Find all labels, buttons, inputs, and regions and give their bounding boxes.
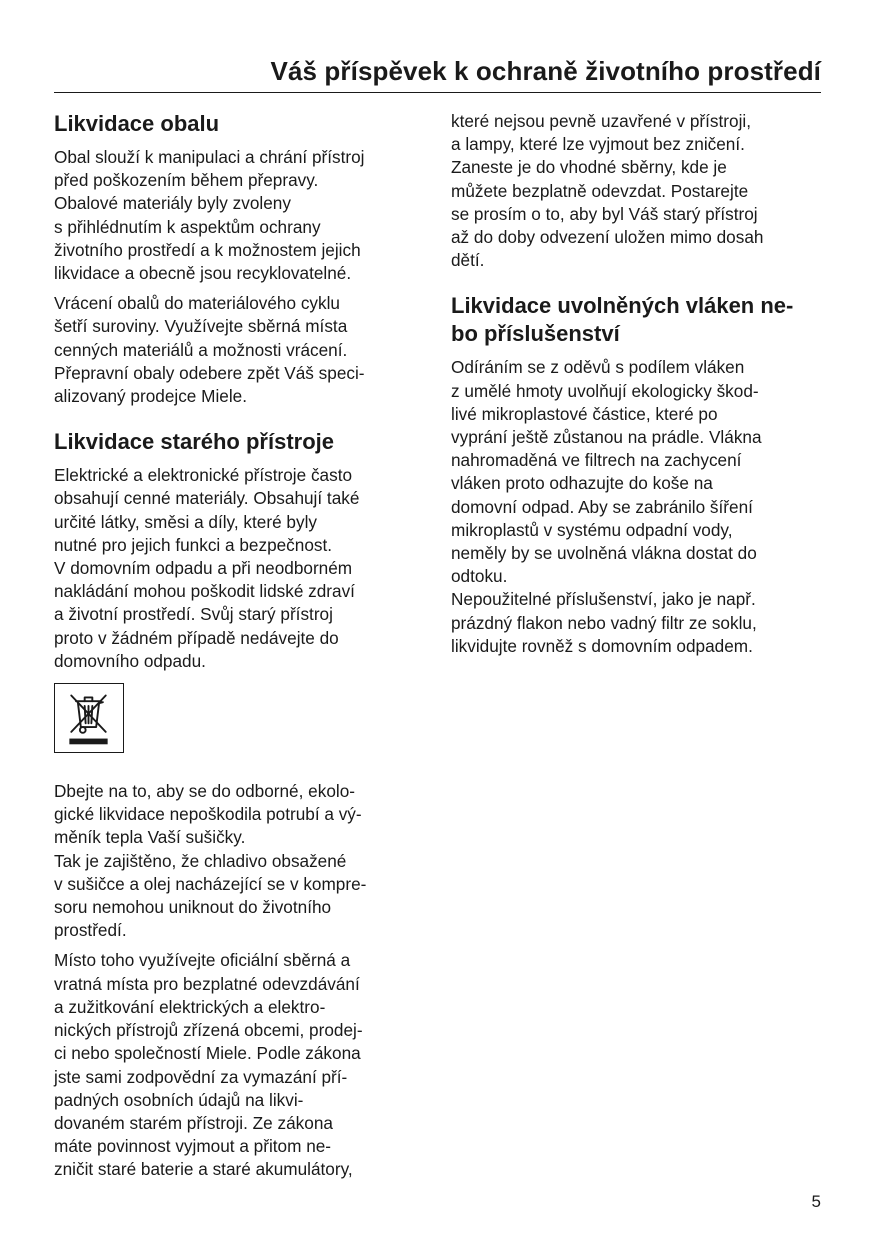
section-heading-old-appliance: Likvidace starého přístroje — [54, 429, 334, 455]
header-divider — [54, 92, 821, 93]
text-line: z umělé hmoty uvolňují ekologicky škod- — [451, 380, 759, 401]
text-line: nahromaděná ve filtrech na zachycení — [451, 450, 742, 471]
text-line: životního prostředí a k možnostem jejich — [54, 239, 361, 260]
text-line: nutné pro jejich funkci a bezpečnost. — [54, 534, 333, 555]
fibres-paragraph — [451, 356, 823, 658]
text-line: prázdný flakon nebo vadný filtr ze soklu, — [451, 612, 757, 633]
left-column — [54, 110, 426, 1182]
text-line: měník tepla Vaší sušičky. — [54, 827, 246, 848]
text-line: vratná místa pro bezplatné odevzdávání — [54, 973, 360, 994]
section-heading-fibres — [451, 292, 823, 348]
text-line: se prosím o to, aby byl Váš starý přístroj — [451, 203, 758, 224]
text-line: Obal slouží k manipulaci a chrání přístroj — [54, 147, 365, 167]
text-line: a lampy, které lze vyjmout bez zničení. — [451, 134, 745, 155]
text-line: proto v žádném případě nedávejte do — [54, 627, 339, 648]
text-line: likvidujte rovněž s domovním odpadem. — [451, 635, 753, 656]
weee-symbol-box — [54, 683, 124, 753]
text-line: Nepoužitelné příslušenství, jako je např. — [451, 589, 756, 610]
text-line: mikroplastů v systému odpadní vody, — [451, 519, 733, 540]
text-line: před poškozením během přepravy. — [54, 170, 319, 191]
text-line: s přihlédnutím k aspektům ochrany — [54, 216, 321, 237]
text-line: odtoku. — [451, 566, 508, 587]
old-appliance-paragraph-2 — [54, 780, 426, 942]
text-line: Přepravní obaly odebere zpět Váš speci- — [54, 362, 365, 383]
text-line: neměly by se uvolněná vlákna dostat do — [451, 543, 757, 564]
packaging-paragraph-2 — [54, 292, 426, 408]
right-column — [451, 110, 823, 658]
text-line: domovní odpad. Aby se zabránilo šíření — [451, 496, 753, 517]
text-line: vyprání ještě zůstanou na prádle. Vlákna — [451, 427, 762, 448]
page-title: Váš příspěvek k ochraně životního prostředí — [270, 56, 821, 86]
text-line: určité látky, směsi a díly, které byly — [54, 511, 317, 532]
text-line: v sušičce a olej nacházející se v kompre- — [54, 873, 367, 894]
text-line: máte povinnost vyjmout a přitom ne- — [54, 1136, 332, 1157]
text-line: prostředí. — [54, 920, 127, 941]
text-line: Místo toho využívejte oficiální sběrná a — [54, 950, 351, 971]
text-line: které nejsou pevně uzavřené v přístroji, — [451, 111, 751, 131]
text-line: soru nemohou uniknout do životního — [54, 897, 332, 918]
section-heading-packaging: Likvidace obalu — [54, 111, 220, 136]
text-line: zničit staré baterie a staré akumulátory, — [54, 1159, 353, 1180]
text-line: padných osobních údajů na likvi- — [54, 1089, 304, 1110]
text-line: až do doby odvezení uložen mimo dosah — [451, 227, 764, 248]
text-line: dovaném starém přístroji. Ze zákona — [54, 1112, 333, 1133]
heading-line: bo příslušenství — [451, 321, 620, 347]
text-line: gické likvidace nepoškodila potrubí a vý- — [54, 804, 362, 825]
text-line: vláken proto odhazujte do koše na — [451, 473, 713, 494]
text-line: ci nebo společností Miele. Podle zákona — [54, 1043, 361, 1064]
continuation-paragraph — [451, 110, 823, 272]
old-appliance-paragraph-3 — [54, 949, 426, 1181]
text-line: Elektrické a elektronické přístroje často — [54, 465, 353, 486]
text-line: Tak je zajištěno, že chladivo obsažené — [54, 850, 347, 871]
text-line: V domovním odpadu a při neodborném — [54, 558, 353, 579]
text-line: a zužitkování elektrických a elektro- — [54, 996, 326, 1017]
crossed-out-wheelie-bin-icon — [55, 684, 122, 751]
text-line: dětí. — [451, 250, 485, 271]
text-line: domovního odpadu. — [54, 650, 206, 671]
text-line: jste sami zodpovědní za vymazání pří- — [54, 1066, 348, 1087]
text-line: šetří suroviny. Využívejte sběrná místa — [54, 316, 348, 337]
heading-line: Likvidace uvolněných vláken ne- — [451, 293, 794, 319]
text-line: nických přístrojů zřízená obcemi, prodej- — [54, 1020, 363, 1041]
text-line: Dbejte na to, aby se do odborné, ekolo- — [54, 781, 355, 802]
text-line: obsahují cenné materiály. Obsahují také — [54, 488, 360, 509]
text-line: cenných materiálů a možnosti vrácení. — [54, 339, 348, 360]
text-line: Vrácení obalů do materiálového cyklu — [54, 293, 340, 314]
text-line: alizovaný prodejce Miele. — [54, 386, 247, 407]
text-line: nakládání mohou poškodit lidské zdraví — [54, 581, 355, 602]
text-line: a životní prostředí. Svůj starý přístroj — [54, 604, 333, 625]
text-line: livé mikroplastové částice, které po — [451, 403, 718, 424]
old-appliance-paragraph-1 — [54, 464, 426, 673]
text-line: Odíráním se z oděvů s podílem vláken — [451, 357, 745, 378]
text-line: Zaneste je do vhodné sběrny, kde je — [451, 157, 727, 178]
packaging-paragraph-1 — [54, 146, 426, 285]
page-number: 5 — [811, 1192, 821, 1211]
text-line: můžete bezplatně odevzdat. Postarejte — [451, 180, 749, 201]
text-line: likvidace a obecně jsou recyklovatelné. — [54, 263, 352, 284]
text-line: Obalové materiály byly zvoleny — [54, 193, 291, 214]
